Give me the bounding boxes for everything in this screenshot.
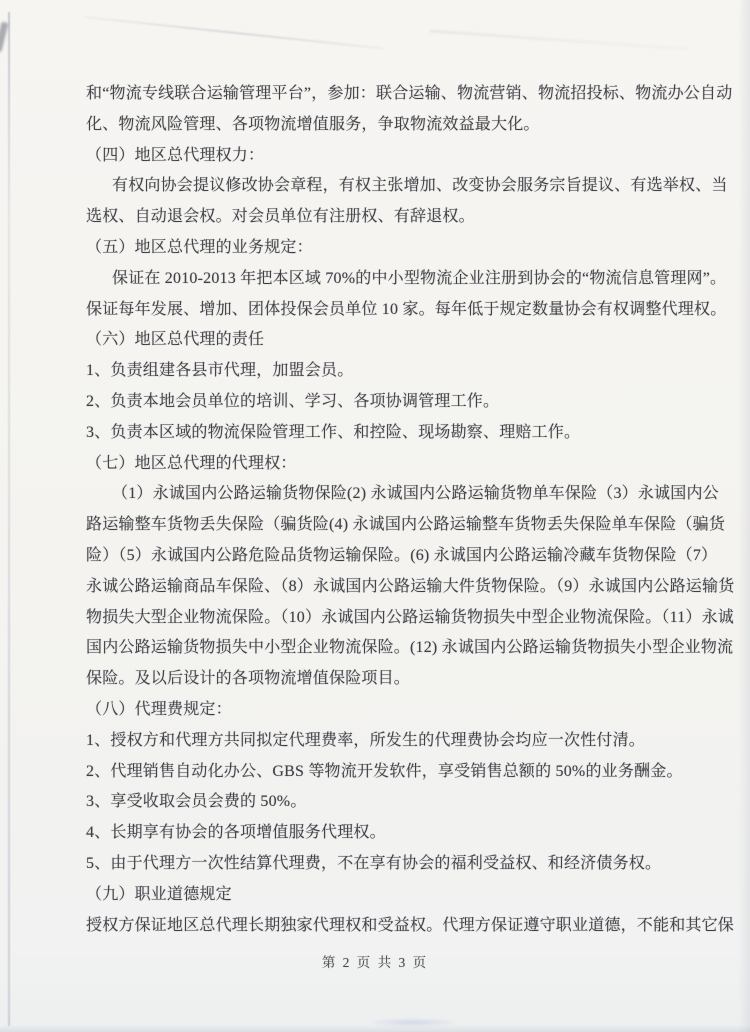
document-line: （五）地区总代理的业务规定：: [86, 238, 313, 256]
document-line: 物损失大型企业物流保险。（10）永诚国内公路运输货物损失中型企业物流保险。（11）永诚: [86, 608, 735, 626]
scan-crease-top: [84, 16, 383, 49]
document-line: 保险。及以后设计的各项物流增值保险项目。: [86, 670, 411, 688]
document-line: 国内公路运输货物损失中小型企业物流保险。(12) 永诚国内公路运输货物损失小型企业物流: [86, 639, 734, 657]
document-line: 永诚公路运输商品车保险、（8）永诚国内公路运输大件货物保险。（9）永诚国内公路运输货: [86, 577, 735, 595]
document-line: 1、授权方和代理方共同拟定代理费率，所发生的代理费协会均应一次性付清。: [86, 731, 646, 749]
document-line: 有权向协会提议修改协会章程，有权主张增加、改变协会服务宗旨提议、有选举权、当: [112, 177, 728, 195]
document-line: （四）地区总代理权力：: [86, 146, 265, 164]
document-line: （七）地区总代理的代理权：: [86, 454, 297, 472]
document-line: 和“物流专线联合运输管理平台”，参加：联合运输、物流营销、物流招投标、物流办公自动: [86, 85, 733, 102]
scan-shadow-right-edge: [738, 0, 750, 1032]
scan-smudge-bottom: [368, 1019, 458, 1026]
document-line: （1）永诚国内公路运输货物保险(2) 永诚国内公路运输货物单车保险（3）永诚国内公: [112, 485, 719, 503]
document-line: （九）职业道德规定: [86, 885, 232, 903]
scan-shadow-bottom-edge: [0, 1025, 750, 1032]
document-line: 化、物流风险管理、各项物流增值服务，争取物流效益最大化。: [86, 115, 540, 133]
scan-crease-top-right: [430, 30, 690, 50]
document-line: 1、负责组建各县市代理，加盟会员。: [86, 362, 354, 380]
document-line: 路运输整车货物丢失保险（骗货险(4) 永诚国内公路运输整车货物丢失保险单车保险（骗货: [86, 516, 726, 534]
document-line: 5、由于代理方一次性结算代理费，不在享有协会的福利受益权、和经济债务权。: [86, 854, 662, 872]
document-line: （六）地区总代理的责任: [86, 331, 265, 349]
document-line: 4、长期享有协会的各项增值服务代理权。: [86, 824, 386, 842]
document-line: 3、负责本区域的物流保险管理工作、和控险、现场勘察、理赔工作。: [86, 423, 581, 441]
document-line: 保证在 2010-2013 年把本区域 70%的中小型物流企业注册到协会的“物流信息管理网”。: [112, 269, 727, 287]
document-line: （八）代理费规定：: [86, 700, 232, 718]
document-line: 险）（5）永诚国内公路危险品货物运输保险。(6) 永诚国内公路运输冷藏车货物保险（7）: [86, 546, 718, 564]
document-line: 授权方保证地区总代理长期独家代理权和受益权。代理方保证遵守职业道德，不能和其它保: [86, 916, 735, 934]
document-line: 2、负责本地会员单位的培训、学习、各项协调管理工作。: [86, 392, 500, 410]
page-number-footer: 第 2 页 共 3 页: [321, 955, 429, 970]
document-body: [86, 79, 735, 941]
document-line: 2、代理销售自动化办公、GBS 等物流开发软件，享受销售总额的 50%的业务酬金。: [86, 762, 683, 780]
scan-crease-left: [8, 12, 10, 1026]
document-line: 选权、自动退会权。对会员单位有注册权、有辞退权。: [86, 208, 475, 226]
document-line: 3、享受收取会员会费的 50%。: [86, 793, 307, 811]
document-line: 保证每年发展、增加、团体投保会员单位 10 家。每年低于规定数量协会有权调整代理权。: [86, 300, 727, 318]
